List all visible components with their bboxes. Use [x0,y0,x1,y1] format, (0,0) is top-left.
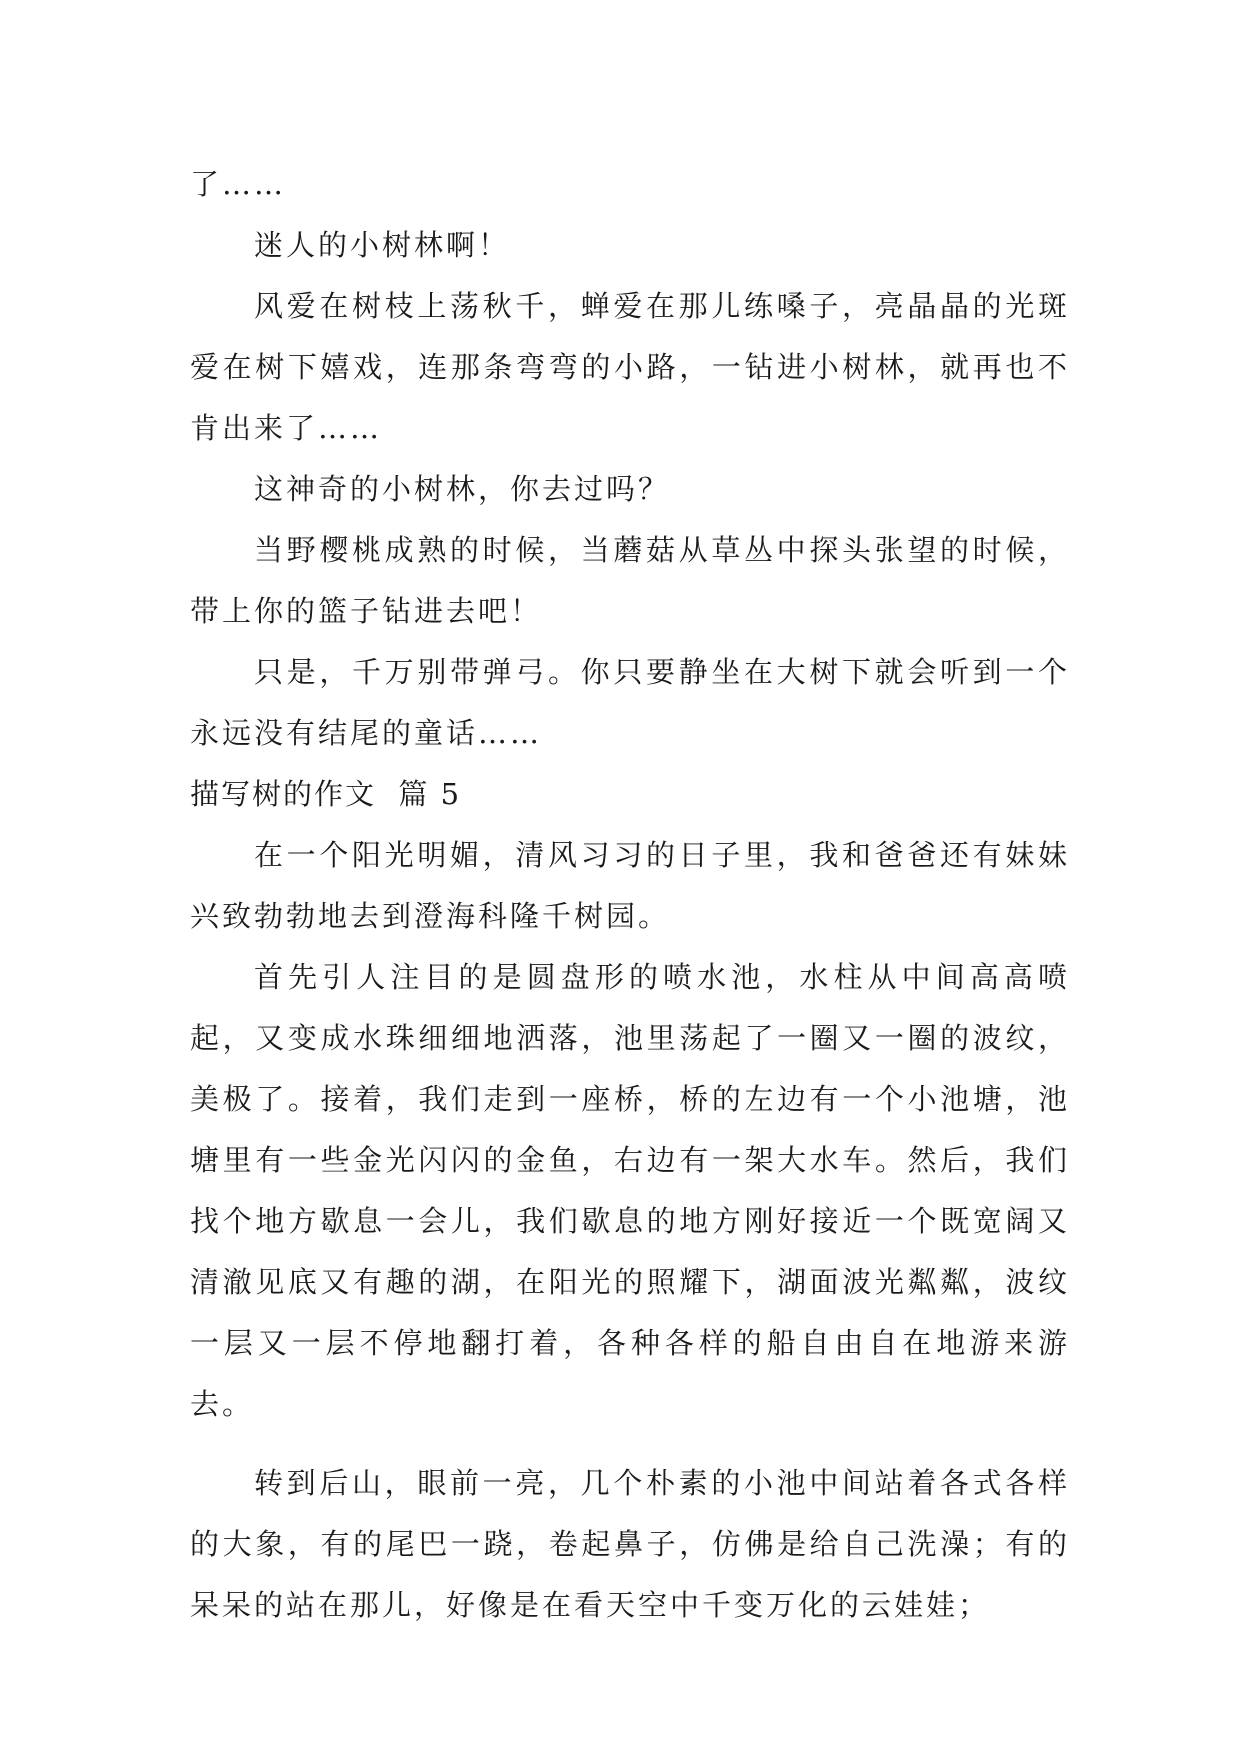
paragraph: 首先引人注目的是圆盘形的喷水池，水柱从中间高高喷起，又变成水珠细细地洒落，池里荡起了一圈又一圈的波纹，美极了。接着，我们走到一座桥，桥的左边有一个小池塘，池塘里有一些金光闪闪的金鱼，右边有一架大水车。然后，我们找个地方歇息一会儿，我们歇息的地方刚好接近一个既宽阔又清澈见底又有趣的湖，在阳光的照耀下，湖面波光粼粼，波纹一层又一层不停地翻打着，各种各样的船自由自在地游来游去。 [190,960,1070,1421]
paragraph: 迷人的小树林啊！ [254,228,511,262]
paragraph: 当野樱桃成熟的时候，当蘑菇从草丛中探头张望的时候，带上你的篮子钻进去吧！ [190,533,1070,628]
paragraph: 转到后山，眼前一亮，几个朴素的小池中间站着各式各样的大象，有的尾巴一跷，卷起鼻子，仿佛是给自己洗澡；有的呆呆的站在那儿，好像是在看天空中千变万化的云娃娃； [190,1466,1070,1622]
paragraph-continuation: 了…… [190,167,287,201]
paragraph: 在一个阳光明媚，清风习习的日子里，我和爸爸还有妹妹兴致勃勃地去到澄海科隆千树园。 [190,838,1070,933]
paragraph: 只是，千万别带弹弓。你只要静坐在大树下就会听到一个永远没有结尾的童话…… [190,655,1070,750]
document-body [190,154,1070,1636]
section-heading: 描写树的作文 篇 5 [190,777,462,811]
paragraph: 风爱在树枝上荡秋千，蝉爱在那儿练嗓子，亮晶晶的光斑爱在树下嬉戏，连那条弯弯的小路，一钻进小树林，就再也不肯出来了…… [190,289,1070,445]
paragraph: 这神奇的小树林，你去过吗？ [254,472,671,506]
paragraph-spacer [190,1435,1070,1453]
